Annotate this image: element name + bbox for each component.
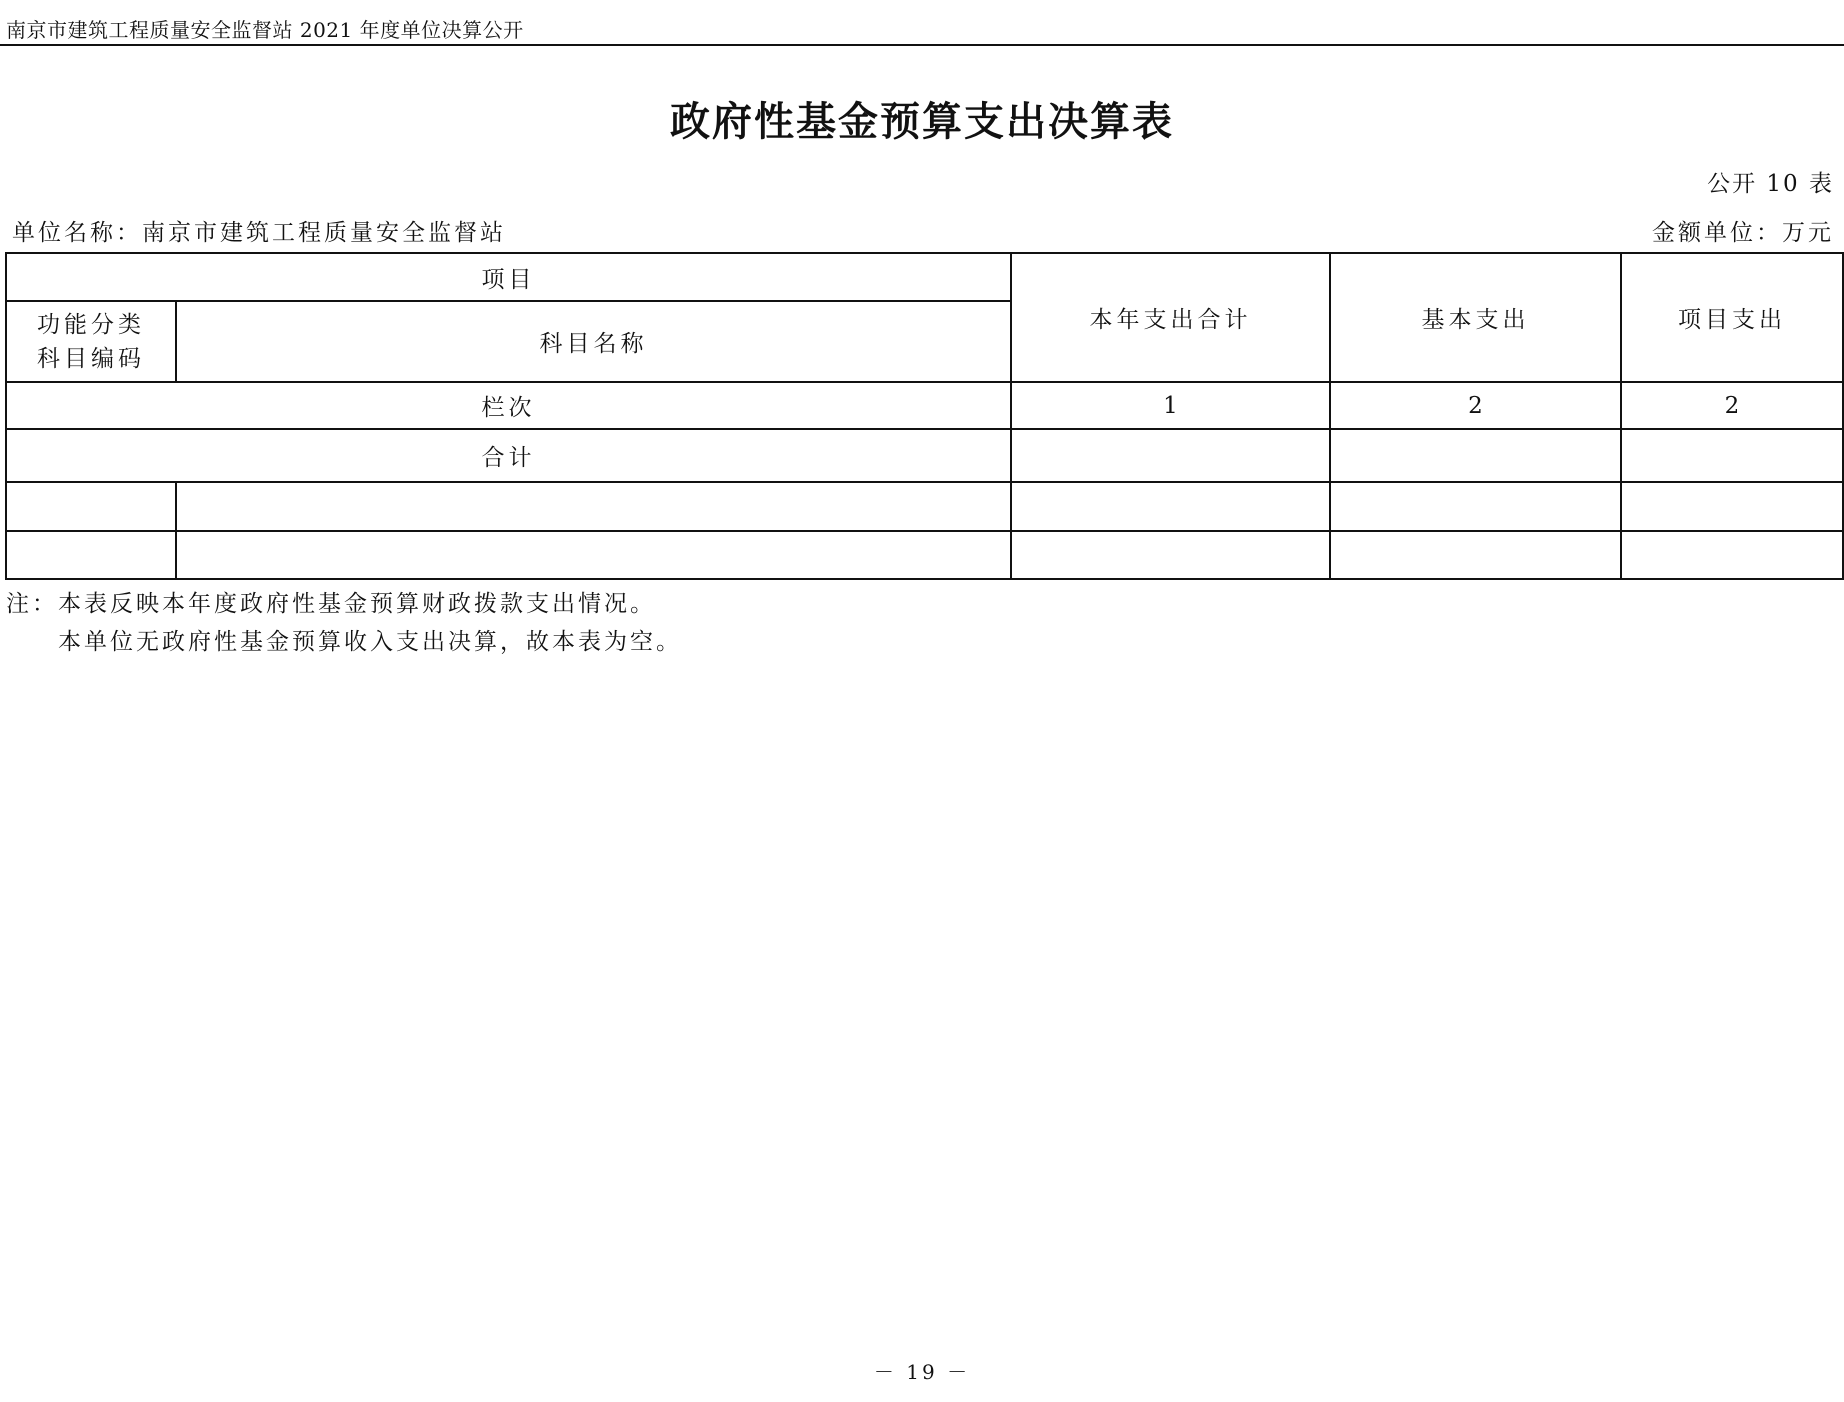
sum-row-basic <box>1330 429 1621 482</box>
row-project <box>1621 482 1843 531</box>
row-code <box>6 482 176 531</box>
header-total: 本年支出合计 <box>1011 253 1330 382</box>
row-name <box>176 531 1011 579</box>
table-notes <box>6 585 682 661</box>
row-total <box>1011 531 1330 579</box>
note-line-1: 注：本表反映本年度政府性基金预算财政拨款支出情况。 <box>6 591 656 617</box>
header-rule <box>0 44 1844 46</box>
sum-row-project <box>1621 429 1843 482</box>
header-subject-name: 科目名称 <box>176 301 1011 382</box>
table-row <box>6 482 1843 531</box>
header-project: 项目支出 <box>1621 253 1843 382</box>
row-basic <box>1330 531 1621 579</box>
amount-unit: 金额单位：万元 <box>1652 220 1834 246</box>
header-func-code <box>6 301 176 382</box>
expenditure-table <box>5 252 1844 580</box>
row-name <box>176 482 1011 531</box>
unit-name: 单位名称：南京市建筑工程质量安全监督站 <box>12 220 506 246</box>
table-number: 公开 10 表 <box>1707 171 1834 197</box>
header-basic: 基本支出 <box>1330 253 1621 382</box>
row-project <box>1621 531 1843 579</box>
document-title: 政府性基金预算支出决算表 <box>670 98 1174 145</box>
column-index-3: 2 <box>1621 382 1843 429</box>
column-index-label: 栏次 <box>6 382 1011 429</box>
header-item: 项目 <box>6 253 1011 301</box>
row-code <box>6 531 176 579</box>
column-index-2: 2 <box>1330 382 1621 429</box>
sum-row-total <box>1011 429 1330 482</box>
row-basic <box>1330 482 1621 531</box>
page-number: － 19 － <box>873 1360 971 1384</box>
header-func-code-line1: 功能分类 <box>37 311 145 338</box>
note-line-2: 本单位无政府性基金预算收入支出决算，故本表为空。 <box>58 629 682 655</box>
running-header: 南京市建筑工程质量安全监督站 2021 年度单位决算公开 <box>6 18 524 42</box>
column-index-1: 1 <box>1011 382 1330 429</box>
row-total <box>1011 482 1330 531</box>
table-row <box>6 531 1843 579</box>
header-func-code-line2: 科目编码 <box>37 345 145 372</box>
sum-row-label: 合计 <box>6 429 1011 482</box>
